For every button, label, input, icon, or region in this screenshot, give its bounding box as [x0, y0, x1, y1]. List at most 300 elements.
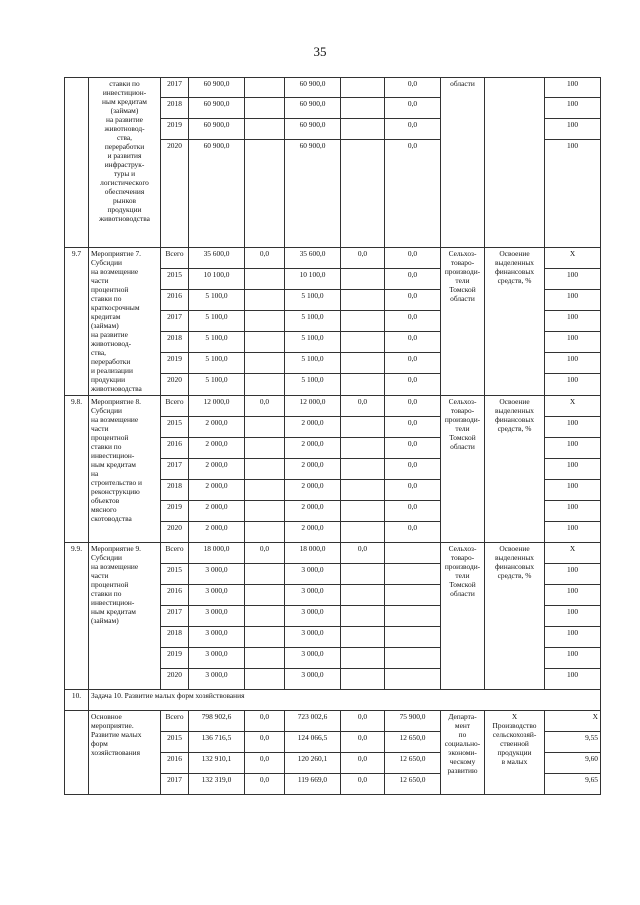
extrabudget-cell: 0,0	[385, 311, 441, 332]
total-cell: 3 000,0	[189, 563, 245, 584]
indicator-line: Освоение	[499, 249, 530, 258]
total-cell: 2 000,0	[189, 437, 245, 458]
indicator-value-cell: 100	[545, 458, 601, 479]
extrabudget-cell	[385, 563, 441, 584]
task-title-cell: Задача 10. Развитие малых форм хозяйствования	[89, 689, 601, 710]
measure-name-line: логистического	[100, 178, 149, 188]
federal-budget-cell: 0,0	[245, 752, 285, 773]
year-cell: 2016	[161, 752, 189, 773]
indicator-cell	[485, 710, 545, 794]
extrabudget-cell: 12 650,0	[385, 731, 441, 752]
regional-budget-cell: 5 100,0	[285, 353, 341, 374]
year-cell: 2020	[161, 668, 189, 689]
indicator-line: Производство	[492, 720, 537, 730]
measure-name-line: инфраструк-	[104, 160, 145, 170]
executor-line: товаро-	[450, 258, 475, 268]
indicator-value-cell: 100	[545, 563, 601, 584]
federal-budget-cell	[245, 437, 285, 458]
number-cell	[65, 78, 89, 248]
indicator-value-cell: 100	[545, 479, 601, 500]
regional-budget-cell: 60 900,0	[285, 140, 341, 248]
year-cell: 2018	[161, 626, 189, 647]
extrabudget-cell: 0,0	[385, 479, 441, 500]
year-cell: 2015	[161, 563, 189, 584]
total-cell: 136 716,5	[189, 731, 245, 752]
page-number: 35	[313, 44, 327, 59]
indicator-line: продукции	[497, 747, 532, 757]
indicator-value-cell: 100	[545, 500, 601, 521]
measure-name-line: части	[91, 570, 109, 580]
executor-line: Департа-	[448, 711, 477, 721]
extrabudget-cell: 0,0	[385, 78, 441, 98]
table-row	[65, 248, 601, 269]
measure-name-line: продукции	[107, 205, 142, 215]
task-number-cell: 10.	[65, 689, 89, 710]
measure-name-line: (займам)	[110, 106, 139, 116]
indicator-value-cell: 100	[545, 374, 601, 395]
measure-name-line: скотоводства	[91, 513, 132, 523]
regional-budget-cell: 60 900,0	[285, 119, 341, 140]
measure-name-cell	[89, 395, 161, 542]
executor-line: Томской	[449, 285, 476, 295]
table-row	[65, 78, 601, 98]
extrabudget-cell: 0,0	[385, 119, 441, 140]
indicator-cell	[485, 395, 545, 542]
federal-budget-cell	[245, 332, 285, 353]
executor-line: области	[450, 294, 475, 304]
measure-name-line: Мероприятие 9.	[91, 543, 142, 553]
regional-budget-cell: 2 000,0	[285, 479, 341, 500]
indicator-value-cell: 100	[545, 140, 601, 248]
extrabudget-cell: 0,0	[385, 374, 441, 395]
indicator-value-cell: 100	[545, 290, 601, 311]
measure-name-line: мясного	[91, 504, 117, 514]
executor-cell	[441, 395, 485, 542]
measure-name-line: ставки по	[91, 588, 122, 598]
measure-name-line: кредитам	[91, 312, 121, 322]
local-budget-cell	[341, 563, 385, 584]
local-budget-cell	[341, 500, 385, 521]
executor-line: производи-	[444, 561, 481, 571]
measure-name-line: ства,	[116, 133, 133, 143]
federal-budget-cell: 0,0	[245, 542, 285, 563]
local-budget-cell	[341, 119, 385, 140]
local-budget-cell	[341, 353, 385, 374]
measure-name-line: ставки по	[109, 79, 140, 88]
executor-cell	[441, 710, 485, 794]
year-cell: 2020	[161, 374, 189, 395]
measure-name-line: и реализации	[91, 366, 133, 376]
indicator-line: средств, %	[497, 423, 532, 433]
federal-budget-cell	[245, 290, 285, 311]
total-cell: 10 100,0	[189, 269, 245, 290]
regional-budget-cell: 3 000,0	[285, 668, 341, 689]
indicator-line: выделенных	[494, 405, 535, 415]
indicator-value-cell: 100	[545, 521, 601, 542]
measure-name-line: на	[91, 468, 99, 478]
executor-line: развитию	[447, 765, 478, 775]
measure-name-line: ным кредитам	[102, 97, 147, 107]
total-cell: 60 900,0	[189, 78, 245, 98]
executor-line: тели	[455, 570, 470, 580]
year-cell: 2016	[161, 290, 189, 311]
measure-name-line: на возмещение	[91, 267, 139, 277]
federal-budget-cell	[245, 78, 285, 98]
measure-name-line: на развитие	[106, 115, 143, 125]
measure-name-line: части	[91, 423, 109, 433]
measure-name-line: животновод-	[91, 339, 132, 349]
extrabudget-cell: 0,0	[385, 269, 441, 290]
indicator-line: средств, %	[497, 276, 532, 286]
year-cell: Всего	[161, 395, 189, 416]
measure-name-line: ным кредитам	[91, 459, 136, 469]
indicator-value-cell: 100	[545, 119, 601, 140]
measure-name-line: животноводства	[99, 214, 150, 224]
local-budget-cell: 0,0	[341, 773, 385, 794]
measure-name-line: форм	[91, 738, 108, 748]
measure-name-line: инвестицион-	[91, 597, 135, 607]
table-row	[65, 542, 601, 563]
table-body	[65, 78, 601, 795]
federal-budget-cell	[245, 521, 285, 542]
measure-name-line: краткосрочным	[91, 303, 140, 313]
executor-cell: области	[441, 78, 485, 248]
extrabudget-cell: 0,0	[385, 458, 441, 479]
total-cell: 3 000,0	[189, 605, 245, 626]
indicator-value-cell: 100	[545, 647, 601, 668]
measure-name-line: на развитие	[91, 330, 128, 340]
local-budget-cell: 0,0	[341, 542, 385, 563]
year-cell: 2019	[161, 500, 189, 521]
indicator-line: выделенных	[494, 552, 535, 562]
indicator-line: Освоение	[499, 396, 530, 406]
year-cell: 2016	[161, 437, 189, 458]
local-budget-cell	[341, 332, 385, 353]
year-cell: 2015	[161, 269, 189, 290]
year-cell: 2018	[161, 479, 189, 500]
indicator-value-cell: 100	[545, 269, 601, 290]
year-cell: Всего	[161, 248, 189, 269]
executor-line: ческому	[449, 756, 476, 766]
local-budget-cell	[341, 605, 385, 626]
local-budget-cell: 0,0	[341, 752, 385, 773]
regional-budget-cell: 60 900,0	[285, 98, 341, 119]
total-cell: 2 000,0	[189, 458, 245, 479]
number-cell	[65, 710, 89, 794]
total-cell: 3 000,0	[189, 647, 245, 668]
measure-name-line: Основное	[91, 711, 122, 721]
federal-budget-cell	[245, 416, 285, 437]
regional-budget-cell: 3 000,0	[285, 647, 341, 668]
regional-budget-cell: 2 000,0	[285, 521, 341, 542]
year-cell: 2020	[161, 521, 189, 542]
extrabudget-cell: 75 900,0	[385, 710, 441, 731]
total-cell: 5 100,0	[189, 290, 245, 311]
total-cell: 5 100,0	[189, 311, 245, 332]
measure-name-line: (займам)	[91, 615, 119, 625]
total-cell: 132 910,1	[189, 752, 245, 773]
year-cell: 2016	[161, 584, 189, 605]
extrabudget-cell: 12 650,0	[385, 752, 441, 773]
regional-budget-cell: 3 000,0	[285, 626, 341, 647]
indicator-value-cell: Х	[545, 710, 601, 731]
total-cell: 5 100,0	[189, 332, 245, 353]
year-cell: Всего	[161, 710, 189, 731]
measure-name-line: части	[91, 276, 109, 286]
indicator-value-cell: Х	[545, 542, 601, 563]
measure-name-line: туры и	[113, 169, 136, 179]
indicator-value-cell: Х	[545, 248, 601, 269]
local-budget-cell	[341, 269, 385, 290]
executor-line: по	[458, 729, 467, 739]
measure-name-line: инвестицион-	[102, 88, 147, 98]
regional-budget-cell: 3 000,0	[285, 563, 341, 584]
local-budget-cell	[341, 437, 385, 458]
year-cell: 2017	[161, 605, 189, 626]
indicator-line: финансовых	[494, 414, 535, 424]
measure-name-line: процентной	[91, 432, 129, 442]
year-cell: 2017	[161, 311, 189, 332]
executor-line: мент	[454, 720, 471, 730]
indicator-value-cell: 9,65	[545, 773, 601, 794]
indicator-line: ственной	[500, 738, 529, 748]
executor-line: производи-	[444, 267, 481, 277]
total-cell: 35 600,0	[189, 248, 245, 269]
local-budget-cell	[341, 98, 385, 119]
year-cell: 2018	[161, 98, 189, 119]
local-budget-cell: 0,0	[341, 731, 385, 752]
indicator-line: Х	[511, 711, 518, 721]
measure-name-line: процентной	[91, 285, 129, 295]
executor-line: социально-	[444, 738, 481, 748]
local-budget-cell	[341, 311, 385, 332]
federal-budget-cell	[245, 374, 285, 395]
indicator-value-cell: 100	[545, 605, 601, 626]
measure-name-line: процентной	[91, 579, 129, 589]
regional-budget-cell: 12 000,0	[285, 395, 341, 416]
regional-budget-cell: 2 000,0	[285, 437, 341, 458]
total-cell: 2 000,0	[189, 521, 245, 542]
measure-name-cell	[89, 542, 161, 689]
measure-name-line: хозяйствования	[91, 747, 141, 757]
measure-name-line: животноводства	[91, 384, 142, 394]
year-cell: 2019	[161, 353, 189, 374]
measure-name-line: (займам)	[91, 321, 119, 331]
federal-budget-cell: 0,0	[245, 710, 285, 731]
year-cell: 2019	[161, 119, 189, 140]
number-cell: 9.9.	[65, 542, 89, 689]
executor-line: области	[450, 588, 475, 598]
extrabudget-cell: 0,0	[385, 140, 441, 248]
federal-budget-cell: 0,0	[245, 731, 285, 752]
measure-name-line: на возмещение	[91, 414, 139, 424]
extrabudget-cell: 12 650,0	[385, 773, 441, 794]
local-budget-cell	[341, 647, 385, 668]
measure-name-line: обеспечения	[104, 187, 145, 197]
measure-name-line: продукции	[91, 375, 126, 385]
local-budget-cell	[341, 140, 385, 248]
local-budget-cell	[341, 521, 385, 542]
indicator-value-cell: 100	[545, 584, 601, 605]
measure-name-line: инвестицион-	[91, 450, 135, 460]
federal-budget-cell: 0,0	[245, 395, 285, 416]
federal-budget-cell	[245, 479, 285, 500]
local-budget-cell: 0,0	[341, 710, 385, 731]
year-cell: 2017	[161, 773, 189, 794]
total-cell: 5 100,0	[189, 353, 245, 374]
measure-name-line: Субсидии	[91, 405, 123, 415]
extrabudget-cell: 0,0	[385, 395, 441, 416]
executor-line: экономи-	[448, 747, 477, 757]
federal-budget-cell	[245, 119, 285, 140]
indicator-value-cell: 100	[545, 437, 601, 458]
year-cell: 2017	[161, 458, 189, 479]
extrabudget-cell	[385, 542, 441, 563]
regional-budget-cell: 2 000,0	[285, 500, 341, 521]
measure-name-line: мероприятие.	[91, 720, 134, 730]
measure-name-line: объектов	[91, 495, 120, 505]
local-budget-cell	[341, 668, 385, 689]
measure-name-line: Субсидии	[91, 552, 123, 562]
regional-budget-cell: 5 100,0	[285, 374, 341, 395]
regional-budget-cell: 5 100,0	[285, 332, 341, 353]
measure-name-line: на возмещение	[91, 561, 139, 571]
federal-budget-cell	[245, 353, 285, 374]
regional-budget-cell: 2 000,0	[285, 416, 341, 437]
local-budget-cell	[341, 416, 385, 437]
indicator-value-cell: 100	[545, 311, 601, 332]
local-budget-cell	[341, 374, 385, 395]
measure-name-line: строительство и	[91, 477, 142, 487]
local-budget-cell	[341, 78, 385, 98]
indicator-value-cell: 100	[545, 98, 601, 119]
number-cell: 9.8.	[65, 395, 89, 542]
extrabudget-cell: 0,0	[385, 98, 441, 119]
indicator-value-cell: Х	[545, 395, 601, 416]
regional-budget-cell: 35 600,0	[285, 248, 341, 269]
regional-budget-cell: 10 100,0	[285, 269, 341, 290]
measure-name-line: ства,	[91, 348, 107, 358]
total-cell: 2 000,0	[189, 416, 245, 437]
total-cell: 60 900,0	[189, 98, 245, 119]
measure-name-line: ставки по	[91, 294, 122, 304]
federal-budget-cell: 0,0	[245, 773, 285, 794]
executor-line: тели	[455, 276, 470, 286]
federal-budget-cell	[245, 563, 285, 584]
regional-budget-cell: 119 669,0	[285, 773, 341, 794]
federal-budget-cell	[245, 584, 285, 605]
indicator-line: Освоение	[499, 543, 530, 553]
local-budget-cell	[341, 626, 385, 647]
total-cell: 12 000,0	[189, 395, 245, 416]
measure-name-cell	[89, 710, 161, 794]
extrabudget-cell: 0,0	[385, 500, 441, 521]
total-cell: 3 000,0	[189, 584, 245, 605]
executor-line: Сельхоз-	[448, 396, 477, 406]
extrabudget-cell: 0,0	[385, 521, 441, 542]
regional-budget-cell: 723 002,6	[285, 710, 341, 731]
indicator-cell	[485, 542, 545, 689]
federal-budget-cell	[245, 668, 285, 689]
local-budget-cell	[341, 479, 385, 500]
indicator-line: финансовых	[494, 561, 535, 571]
federal-budget-cell	[245, 458, 285, 479]
measure-name-line: Развитие малых	[91, 729, 142, 739]
executor-line: тели	[455, 423, 470, 433]
regional-budget-cell: 5 100,0	[285, 311, 341, 332]
table-row	[65, 395, 601, 416]
indicator-cell	[485, 78, 545, 248]
local-budget-cell	[341, 584, 385, 605]
executor-line: Сельхоз-	[448, 543, 477, 553]
total-cell: 2 000,0	[189, 500, 245, 521]
total-cell: 132 319,0	[189, 773, 245, 794]
extrabudget-cell: 0,0	[385, 353, 441, 374]
federal-budget-cell	[245, 626, 285, 647]
extrabudget-cell: 0,0	[385, 437, 441, 458]
total-cell: 60 900,0	[189, 140, 245, 248]
executor-line: товаро-	[450, 552, 475, 562]
total-cell: 18 000,0	[189, 542, 245, 563]
year-cell: 2018	[161, 332, 189, 353]
federal-budget-cell	[245, 311, 285, 332]
measure-name-line: реконструкцию	[91, 486, 140, 496]
executor-line: Сельхоз-	[448, 249, 477, 258]
executor-line: Томской	[449, 432, 476, 442]
year-cell: 2015	[161, 416, 189, 437]
federal-budget-cell	[245, 647, 285, 668]
extrabudget-cell	[385, 668, 441, 689]
total-cell: 2 000,0	[189, 479, 245, 500]
regional-budget-cell: 124 066,5	[285, 731, 341, 752]
task-row	[65, 689, 601, 710]
measure-name-cell	[89, 78, 161, 248]
local-budget-cell	[341, 290, 385, 311]
federal-budget-cell	[245, 269, 285, 290]
executor-cell	[441, 542, 485, 689]
federal-budget-cell	[245, 98, 285, 119]
year-cell: 2020	[161, 140, 189, 248]
regional-budget-cell: 60 900,0	[285, 78, 341, 98]
regional-budget-cell: 5 100,0	[285, 290, 341, 311]
executor-line: области	[450, 441, 475, 451]
regional-budget-cell: 120 260,1	[285, 752, 341, 773]
total-cell: 3 000,0	[189, 668, 245, 689]
extrabudget-cell	[385, 626, 441, 647]
table-row	[65, 710, 601, 731]
indicator-line: в малых	[501, 756, 528, 766]
measure-name-cell	[89, 248, 161, 396]
measure-name-line: ставки по	[91, 441, 122, 451]
measure-name-line: Мероприятие 7.	[91, 249, 142, 258]
measure-name-line: животновод-	[104, 124, 145, 134]
extrabudget-cell: 0,0	[385, 248, 441, 269]
regional-budget-cell: 2 000,0	[285, 458, 341, 479]
extrabudget-cell	[385, 584, 441, 605]
year-cell: Всего	[161, 542, 189, 563]
total-cell: 3 000,0	[189, 626, 245, 647]
extrabudget-cell: 0,0	[385, 416, 441, 437]
total-cell: 798 902,6	[189, 710, 245, 731]
extrabudget-cell: 0,0	[385, 290, 441, 311]
regional-budget-cell: 18 000,0	[285, 542, 341, 563]
federal-budget-cell	[245, 500, 285, 521]
indicator-line: финансовых	[494, 267, 535, 277]
program-table	[64, 77, 601, 795]
regional-budget-cell: 3 000,0	[285, 605, 341, 626]
federal-budget-cell: 0,0	[245, 248, 285, 269]
measure-name-line: ным кредитам	[91, 606, 136, 616]
